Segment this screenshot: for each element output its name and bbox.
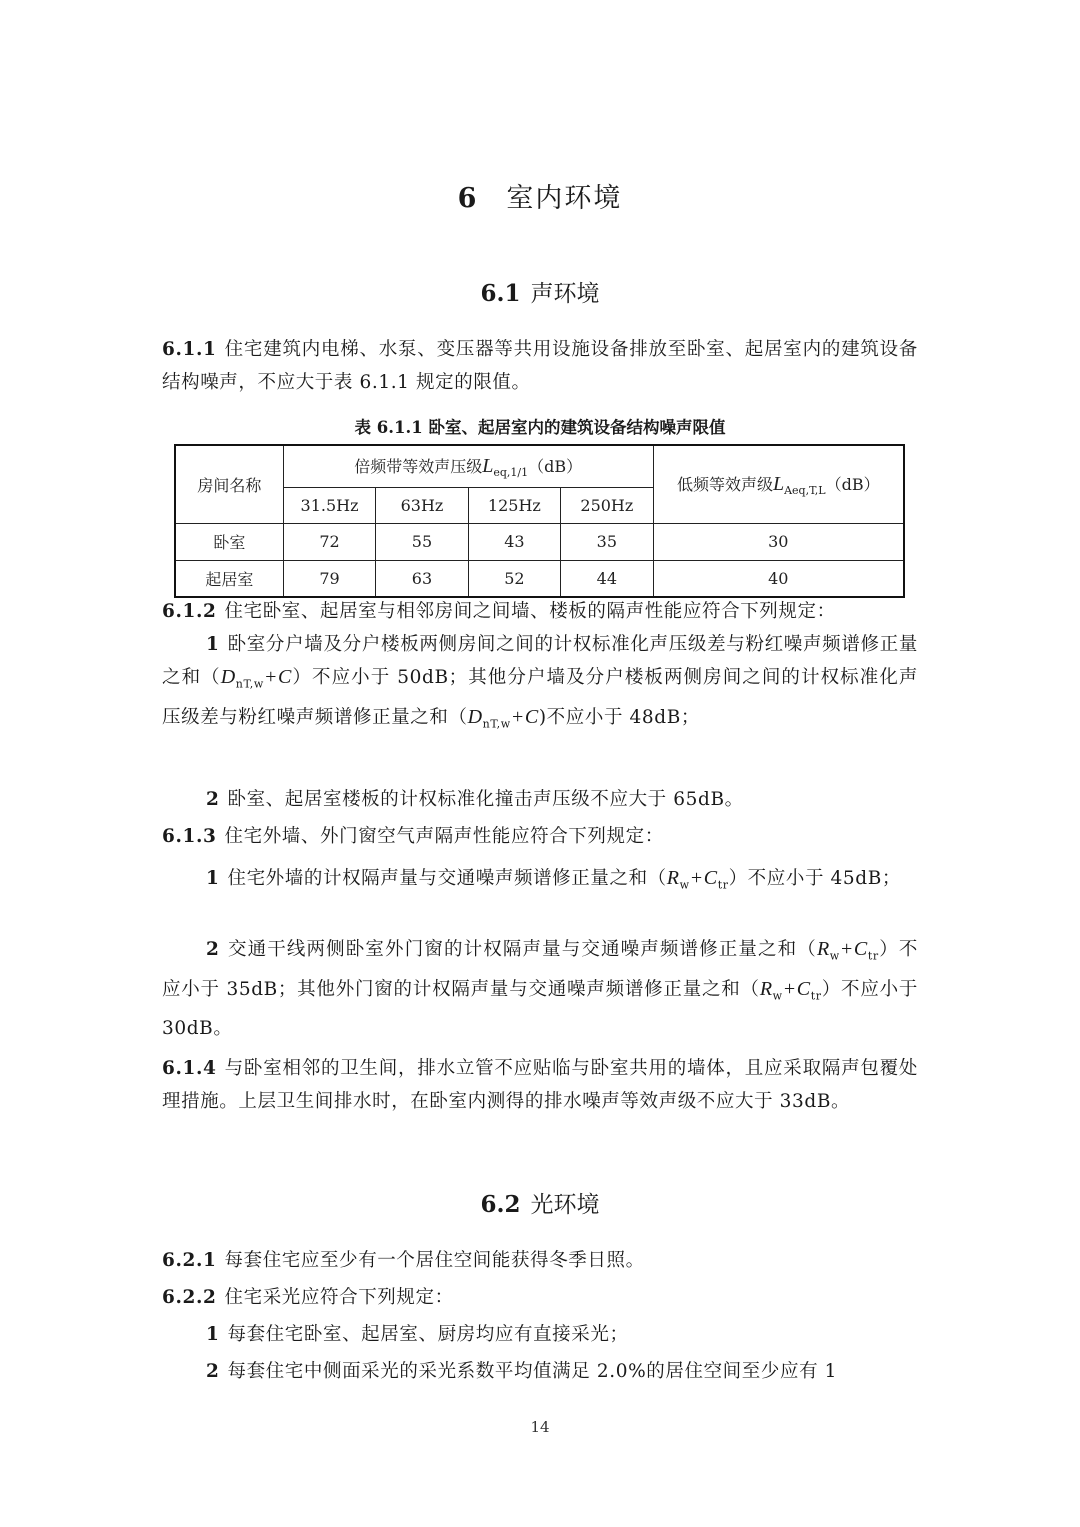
symbol-sub: tr — [810, 989, 822, 1003]
clause-number: 6.1.4 — [162, 1058, 217, 1079]
item-number: 2 — [206, 1361, 220, 1382]
symbol-r: R — [816, 938, 830, 960]
symbol-sub: w — [772, 989, 783, 1003]
clause-6-1-4 — [162, 1052, 918, 1118]
symbol-l: L — [482, 454, 494, 477]
item-number: 1 — [206, 868, 220, 889]
page-number: 14 — [530, 1418, 550, 1436]
low-value-cell: 40 — [653, 560, 904, 597]
header-low-frequency — [653, 445, 904, 523]
symbol-r: R — [759, 977, 773, 1000]
clause-text: 住宅采光应符合下列规定： — [224, 1287, 454, 1308]
symbol-plus-c: +C — [689, 867, 718, 889]
item-text-b: ）不应小于 50dB；其他分户墙及分户楼板两侧房间之间的计权标准化声压级差与粉红噪声频谱修正量之和（ — [162, 667, 918, 728]
unit: （dB） — [825, 474, 880, 494]
header-room: 房间名称 — [175, 445, 283, 523]
clause-6-2-2 — [162, 1281, 918, 1314]
symbol-sub: w — [829, 949, 840, 963]
chapter-title — [0, 176, 1080, 215]
freq-header: 63Hz — [376, 487, 468, 523]
symbol-sub: nT,w — [482, 717, 511, 731]
clause-6-2-1 — [162, 1244, 918, 1277]
symbol-r: R — [666, 867, 680, 889]
clause-text: 每套住宅应至少有一个居住空间能获得冬季日照。 — [224, 1250, 645, 1271]
value-cell: 44 — [561, 560, 653, 597]
symbol-d: D — [467, 705, 483, 728]
header-low-label: 低频等效声级 — [676, 474, 773, 494]
low-value-cell: 30 — [653, 523, 904, 560]
clause-text: 住宅建筑内电梯、水泵、变压器等共用设施设备排放至卧室、起居室内的建筑设备结构噪声，不应大于表 6.1.1 规定的限值。 — [162, 339, 918, 393]
item-number: 2 — [206, 789, 220, 810]
value-cell: 63 — [376, 560, 468, 597]
symbol-plus-c: +C — [510, 705, 539, 728]
table-row — [175, 523, 904, 560]
freq-header: 125Hz — [468, 487, 560, 523]
clause-6-1-3-item-2 — [162, 933, 918, 1045]
clause-number: 6.2.2 — [162, 1287, 217, 1308]
symbol-d: D — [220, 666, 236, 688]
chapter-name: 室内环境 — [506, 183, 623, 214]
symbol-sub: eq,1/1 — [493, 465, 529, 479]
freq-header: 31.5Hz — [283, 487, 376, 523]
symbol-plus-c: +C — [782, 977, 811, 1000]
section-name: 声环境 — [530, 281, 600, 307]
clause-6-1-2-item-1 — [162, 628, 918, 740]
item-text-b: ）不应小于 45dB； — [728, 868, 902, 889]
symbol-sub: tr — [717, 878, 729, 892]
section-title-6-1 — [0, 275, 1080, 308]
header-octave — [283, 445, 653, 487]
clause-6-1-2-item-2 — [162, 783, 918, 816]
item-number: 1 — [206, 1324, 220, 1345]
clause-6-2-2-item-1 — [162, 1318, 918, 1351]
value-cell: 79 — [283, 560, 376, 597]
value-cell: 55 — [376, 523, 468, 560]
item-number: 2 — [206, 939, 220, 960]
symbol-plus-c: +C — [263, 666, 292, 688]
noise-limit-table — [174, 444, 905, 598]
clause-6-1-3 — [162, 820, 918, 853]
clause-text: 住宅卧室、起居室与相邻房间之间墙、楼板的隔声性能应符合下列规定： — [224, 601, 836, 622]
clause-6-1-1 — [162, 333, 918, 399]
unit: （dB） — [528, 456, 583, 476]
symbol-sub: tr — [867, 949, 879, 963]
clause-number: 6.1.3 — [162, 826, 217, 847]
section-name: 光环境 — [530, 1192, 600, 1218]
table-row — [175, 560, 904, 597]
room-name: 卧室 — [175, 523, 283, 560]
clause-number: 6.1.1 — [162, 339, 217, 360]
value-cell: 43 — [468, 523, 560, 560]
item-number: 1 — [206, 634, 220, 655]
item-text-b: ）不应小于 35dB；其他外门窗的计权隔声量与交通噪声频谱修正量之和（ — [162, 939, 918, 1000]
value-cell: 35 — [561, 523, 653, 560]
clause-6-2-2-item-2 — [162, 1355, 918, 1388]
clause-number: 6.2.1 — [162, 1250, 217, 1271]
symbol-sub: Aeq,T,L — [784, 483, 826, 497]
value-cell: 72 — [283, 523, 376, 560]
item-text-a: 住宅外墙的计权隔声量与交通噪声频谱修正量之和（ — [227, 868, 667, 889]
item-text-c: )不应小于 48dB； — [538, 706, 701, 728]
clause-6-1-2 — [162, 595, 918, 628]
value-cell: 52 — [468, 560, 560, 597]
clause-text: 住宅外墙、外门窗空气声隔声性能应符合下列规定： — [224, 826, 664, 847]
room-name: 起居室 — [175, 560, 283, 597]
table-caption: 表 6.1.1 卧室、起居室内的建筑设备结构噪声限值 — [354, 418, 726, 437]
symbol-sub: w — [679, 878, 690, 892]
chapter-number: 6 — [457, 183, 479, 214]
clause-number: 6.1.2 — [162, 601, 217, 622]
item-text-c: ）不应小于 30dB。 — [162, 978, 918, 1040]
freq-header: 250Hz — [561, 487, 653, 523]
header-octave-label: 倍频带等效声压级 — [354, 456, 483, 476]
item-text-a: 交通干线两侧卧室外门窗的计权隔声量与交通噪声频谱修正量之和（ — [227, 939, 817, 960]
section-title-6-2 — [0, 1186, 1080, 1219]
section-number: 6.1 — [480, 280, 521, 307]
clause-text: 与卧室相邻的卫生间，排水立管不应贴临与卧室共用的墙体，且应采取隔声包覆处理措施。上层卫生间排水时，在卧室内测得的排水噪声等效声级不应大于 33dB。 — [162, 1058, 918, 1112]
item-text: 每套住宅卧室、起居室、厨房均应有直接采光； — [227, 1324, 629, 1345]
item-text: 卧室、起居室楼板的计权标准化撞击声压级不应大于 65dB。 — [227, 789, 744, 810]
item-text: 每套住宅中侧面采光的采光系数平均值满足 2.0%的居住空间至少应有 1 — [227, 1361, 838, 1382]
section-number: 6.2 — [480, 1191, 521, 1218]
symbol-l: L — [772, 472, 785, 495]
item-text-a: 卧室分户墙及分户楼板两侧房间之间的计权标准化声压级差与粉红噪声频谱修正量之和（ — [162, 634, 918, 688]
clause-6-1-3-item-1 — [162, 862, 918, 902]
symbol-plus-c: +C — [839, 938, 868, 960]
symbol-sub: nT,w — [235, 677, 264, 691]
